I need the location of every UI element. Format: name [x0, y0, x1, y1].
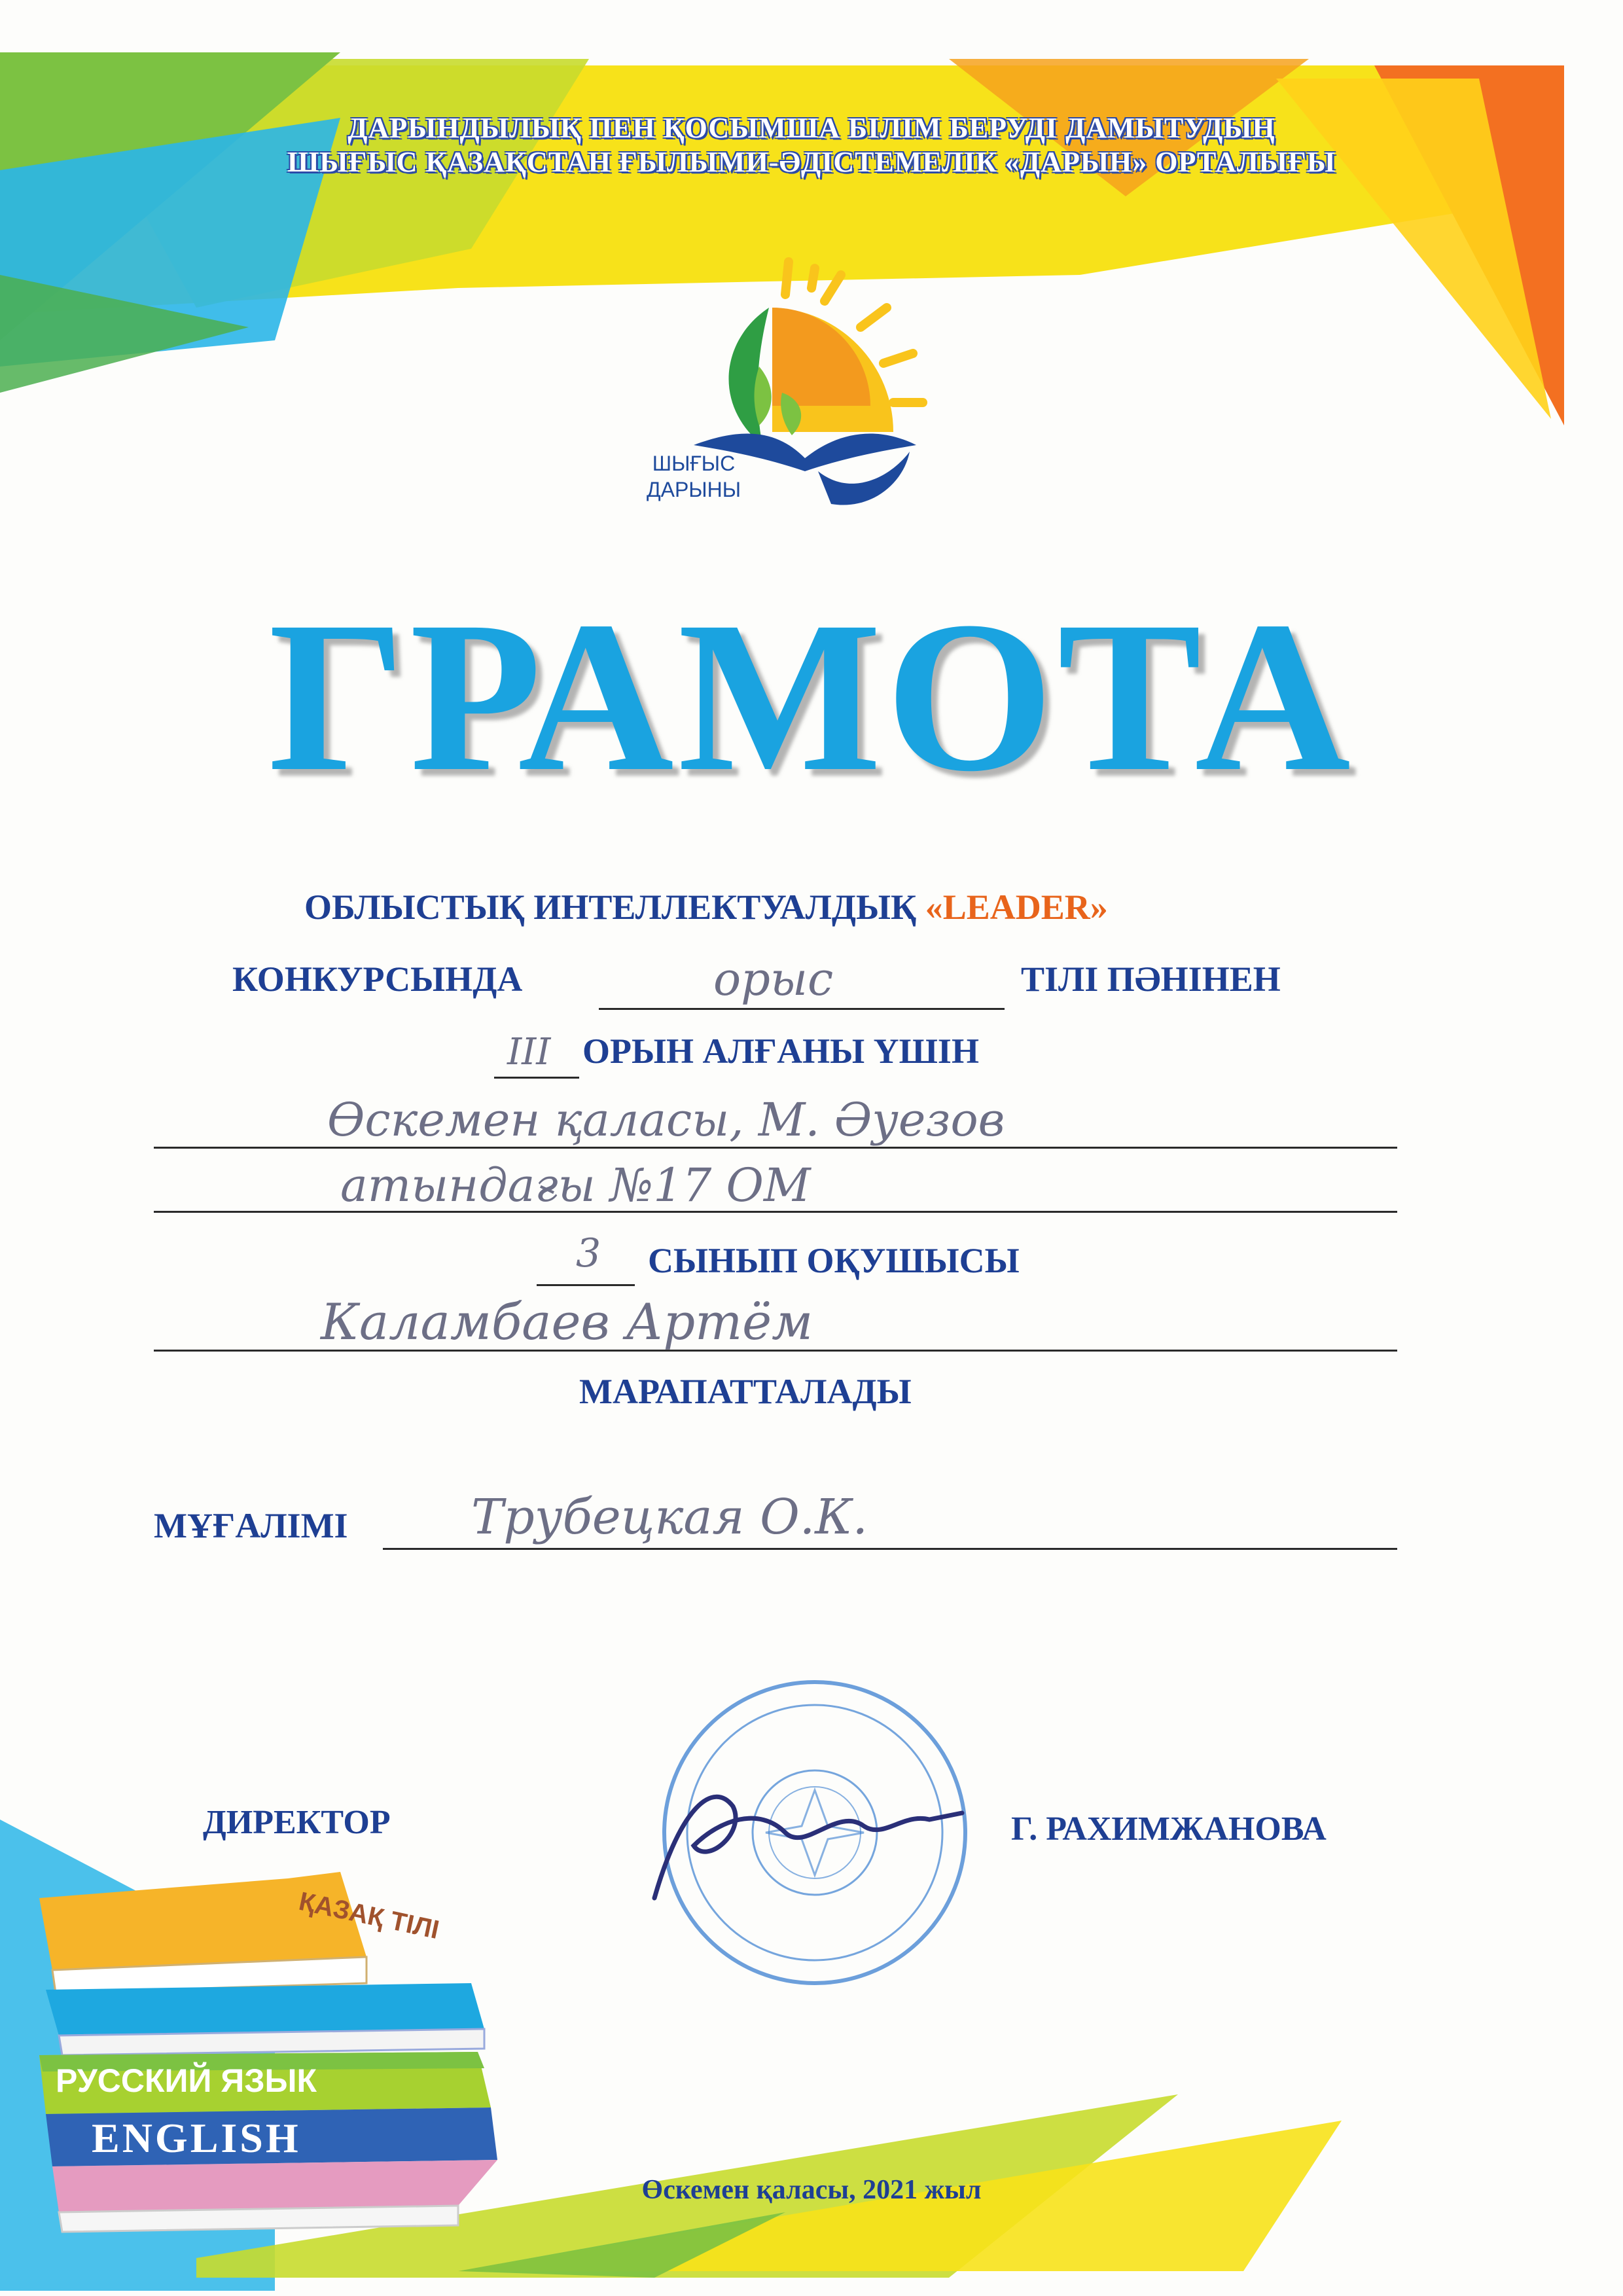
book-label-kazakh: ҚАЗАҚ ТІЛІ: [296, 1886, 442, 1945]
school-handwritten-line-2: атындағы №17 ОМ: [340, 1158, 811, 1212]
grade-underline: [537, 1284, 635, 1286]
place-handwritten: III: [507, 1031, 551, 1073]
student-name-handwritten: Каламбаев Артём: [321, 1293, 813, 1351]
subject-suffix: ТІЛІ ПӘНІНЕН: [1021, 960, 1281, 999]
director-name: Г. РАХИМЖАНОВА: [1011, 1810, 1327, 1848]
subject-handwritten: орыс: [713, 952, 834, 1006]
competition-name: «LEADER»: [925, 888, 1108, 927]
contest-label: КОНКУРСЫНДА: [232, 960, 523, 999]
logo-caption-line-1: ШЫҒЫС: [652, 452, 736, 475]
place-underline: [494, 1077, 579, 1079]
grade-suffix: СЫНЫП ОҚУШЫСЫ: [648, 1241, 1020, 1280]
teacher-name-handwritten: Трубецкая О.К.: [471, 1489, 868, 1545]
teacher-underline: [383, 1548, 1397, 1550]
grade-handwritten: 3: [576, 1230, 601, 1276]
certificate-title: ГРАМОТА: [268, 577, 1355, 816]
organization-name-line-1: ДАРЫНДЫЛЫҚ ПЕН ҚОСЫМША БІЛІМ БЕРУДІ ДАМЫТУДЫҢ: [348, 112, 1275, 144]
logo-caption-line-2: ДАРЫНЫ: [646, 478, 741, 501]
organization-name-line-2: ШЫҒЫС ҚАЗАҚСТАН ҒЫЛЫМИ-ӘДІСТЕМЕЛІК «ДАРЫН» ОРТАЛЫҒЫ: [287, 146, 1336, 178]
school-handwritten-line-1: Өскемен қаласы, М. Әуезов: [327, 1093, 1005, 1147]
director-label: ДИРЕКТОР: [203, 1804, 391, 1841]
book-label-english: ENGLISH: [92, 2115, 301, 2161]
teacher-label: МҰҒАЛІМІ: [154, 1506, 348, 1545]
competition-level-text: ОБЛЫСТЫҚ ИНТЕЛЛЕКТУАЛДЫҚ: [304, 888, 925, 927]
awarded-text: МАРАПАТТАЛАДЫ: [579, 1372, 912, 1411]
footer-place-year: Өскемен қаласы, 2021 жыл: [641, 2175, 982, 2205]
school-underline-1: [154, 1147, 1397, 1149]
book-label-russian: РУССКИЙ ЯЗЫК: [56, 2062, 317, 2099]
subject-underline: [599, 1008, 1005, 1010]
signature-stroke: [654, 1797, 962, 1898]
body-line-1: [304, 887, 1108, 927]
place-suffix: ОРЫН АЛҒАНЫ ҮШІН: [582, 1031, 979, 1071]
